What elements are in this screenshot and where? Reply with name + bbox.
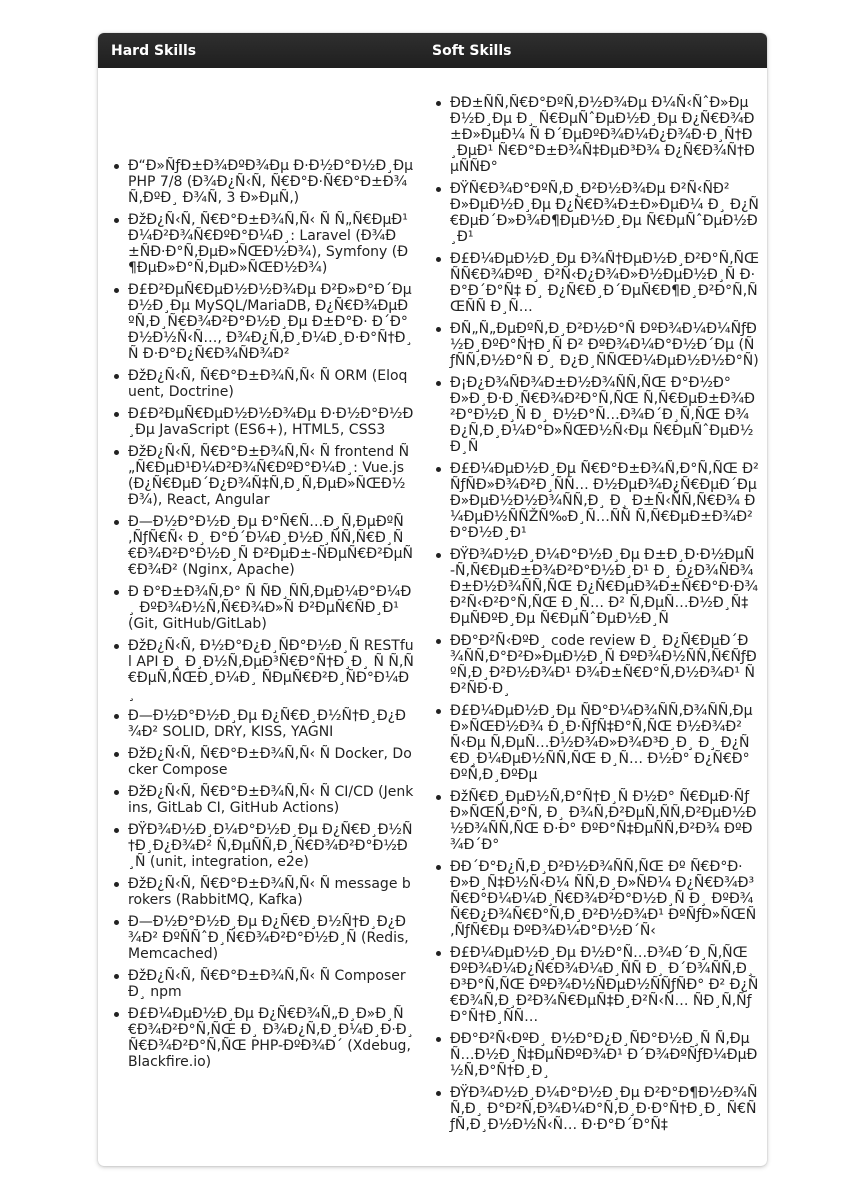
list-item: Ð—Ð½Ð°Ð½Ð¸Ðµ Ð¿Ñ€Ð¸Ð½Ñ†Ð¸Ð¿Ð¾Ð² SOLID, DRY, KISS, YAGNI [128,708,414,740]
soft-skills-cell [420,95,767,1139]
table-header-row [98,33,767,68]
list-item: ÐŸÑ€Ð¾Ð°ÐºÑ‚Ð¸Ð²Ð½Ð¾Ðµ Ð²Ñ‹ÑÐ²Ð»ÐµÐ½Ð¸Ðµ Ð¿Ñ€Ð¾Ð±Ð»ÐµÐ¼ Ð¸ Ð¿Ñ€ÐµÐ´Ð»Ð¾Ð¶ÐµÐ½Ð¸Ðµ Ñ€ÐµÑˆÐµÐ½Ð¸Ð¹ [450,181,759,245]
list-item: ÐÐ°Ð²Ñ‹ÐºÐ¸ code review Ð¸ Ð¿Ñ€ÐµÐ´Ð¾ÑÑ‚Ð°Ð²Ð»ÐµÐ½Ð¸Ñ ÐºÐ¾Ð½ÑÑ‚Ñ€ÑƒÐºÑ‚Ð¸Ð²Ð½Ð¾Ð¹ Ð¾Ð±Ñ€Ð°Ñ‚Ð½Ð¾Ð¹ ÑÐ²ÑÐ·Ð¸ [450,633,759,697]
list-item: Ð£Ð¼ÐµÐ½Ð¸Ðµ Ð¾Ñ†ÐµÐ½Ð¸Ð²Ð°Ñ‚ÑŒ ÑÑ€Ð¾ÐºÐ¸ Ð²Ñ‹Ð¿Ð¾Ð»Ð½ÐµÐ½Ð¸Ñ Ð·Ð°Ð´Ð°Ñ‡ Ð¸ Ð¿Ñ€Ð¸Ð´ÐµÑ€Ð¶Ð¸Ð²Ð°Ñ‚ÑŒÑÑ Ð¸Ñ… [450,251,759,315]
list-item: ÐŸÐ¾Ð½Ð¸Ð¼Ð°Ð½Ð¸Ðµ Ð±Ð¸Ð·Ð½ÐµÑ-Ñ‚Ñ€ÐµÐ±Ð¾Ð²Ð°Ð½Ð¸Ð¹ Ð¸ Ð¿Ð¾ÑÐ¾Ð±Ð½Ð¾ÑÑ‚ÑŒ Ð¿Ñ€ÐµÐ¾Ð±Ñ€Ð°Ð·Ð¾Ð²Ñ‹Ð²Ð°Ñ‚ÑŒ Ð¸Ñ… Ð² Ñ‚ÐµÑ…Ð½Ð¸Ñ‡ÐµÑÐºÐ¸Ðµ Ñ€ÐµÑˆÐµÐ½Ð¸Ñ [450,547,759,627]
soft-skills-header: Soft Skills [432,42,512,59]
list-item: ÐžÐ¿Ñ‹Ñ‚ Ñ€Ð°Ð±Ð¾Ñ‚Ñ‹ Ñ message brokers (RabbitMQ, Kafka) [128,876,414,908]
list-item: Ð—Ð½Ð°Ð½Ð¸Ðµ Ð¿Ñ€Ð¸Ð½Ñ†Ð¸Ð¿Ð¾Ð² ÐºÑÑˆÐ¸Ñ€Ð¾Ð²Ð°Ð½Ð¸Ñ (Redis, Memcached) [128,914,414,962]
list-item: Ð£Ð¼ÐµÐ½Ð¸Ðµ Ð½Ð°Ñ…Ð¾Ð´Ð¸Ñ‚ÑŒ ÐºÐ¾Ð¼Ð¿Ñ€Ð¾Ð¼Ð¸ÑÑ Ð¸ Ð´Ð¾ÑÑ‚Ð¸Ð³Ð°Ñ‚ÑŒ ÐºÐ¾Ð½ÑÐµÐ½ÑÑƒÑÐ° Ð² Ð¿Ñ€Ð¾Ñ‚Ð¸Ð²Ð¾Ñ€ÐµÑ‡Ð¸Ð²Ñ‹Ñ… ÑÐ¸Ñ‚ÑƒÐ°Ñ†Ð¸ÑÑ… [450,945,759,1025]
list-item: Ð“Ð»ÑƒÐ±Ð¾ÐºÐ¾Ðµ Ð·Ð½Ð°Ð½Ð¸Ðµ PHP 7/8 (Ð¾Ð¿Ñ‹Ñ‚ Ñ€Ð°Ð·Ñ€Ð°Ð±Ð¾Ñ‚ÐºÐ¸ Ð¾Ñ‚ 3 Ð»ÐµÑ‚) [128,158,414,206]
skills-table [98,33,767,1166]
hard-skills-list [128,158,414,1070]
table-body-row [98,68,767,1166]
list-item: ÐžÐ¿Ñ‹Ñ‚ Ñ€Ð°Ð±Ð¾Ñ‚Ñ‹ Ñ Docker, Docker Compose [128,746,414,778]
list-item: Ð Ð°Ð±Ð¾Ñ‚Ð° Ñ ÑÐ¸ÑÑ‚ÐµÐ¼Ð°Ð¼Ð¸ ÐºÐ¾Ð½Ñ‚Ñ€Ð¾Ð»Ñ Ð²ÐµÑ€ÑÐ¸Ð¹ (Git, GitHub/GitLab) [128,584,414,632]
list-item: Ð£Ð¼ÐµÐ½Ð¸Ðµ Ð¿Ñ€Ð¾Ñ„Ð¸Ð»Ð¸Ñ€Ð¾Ð²Ð°Ñ‚ÑŒ Ð¸ Ð¾Ð¿Ñ‚Ð¸Ð¼Ð¸Ð·Ð¸Ñ€Ð¾Ð²Ð°Ñ‚ÑŒ PHP-ÐºÐ¾Ð´ (Xdebug, Blackfire.io) [128,1006,414,1070]
list-item: ÐžÐ¿Ñ‹Ñ‚ Ð½Ð°Ð¿Ð¸ÑÐ°Ð½Ð¸Ñ RESTful API Ð¸ Ð¸Ð½Ñ‚ÐµÐ³Ñ€Ð°Ñ†Ð¸Ð¸ Ñ Ñ‚Ñ€ÐµÑ‚ÑŒÐ¸Ð¼Ð¸ ÑÐµÑ€Ð²Ð¸ÑÐ°Ð¼Ð¸ [128,638,414,702]
list-item: ÐžÑ€Ð¸ÐµÐ½Ñ‚Ð°Ñ†Ð¸Ñ Ð½Ð° Ñ€ÐµÐ·ÑƒÐ»ÑŒÑ‚Ð°Ñ‚ Ð¸ Ð¾Ñ‚Ð²ÐµÑ‚ÑÑ‚Ð²ÐµÐ½Ð½Ð¾ÑÑ‚ÑŒ Ð·Ð° ÐºÐ°Ñ‡ÐµÑÑ‚Ð²Ð¾ ÐºÐ¾Ð´Ð° [450,789,759,853]
list-item: ÐŸÐ¾Ð½Ð¸Ð¼Ð°Ð½Ð¸Ðµ Ð²Ð°Ð¶Ð½Ð¾ÑÑ‚Ð¸ Ð°Ð²Ñ‚Ð¾Ð¼Ð°Ñ‚Ð¸Ð·Ð°Ñ†Ð¸Ð¸ Ñ€ÑƒÑ‚Ð¸Ð½Ð½Ñ‹Ñ… Ð·Ð°Ð´Ð°Ñ‡ [450,1085,758,1133]
list-item: Ð¡Ð¿Ð¾ÑÐ¾Ð±Ð½Ð¾ÑÑ‚ÑŒ Ð°Ð½Ð°Ð»Ð¸Ð·Ð¸Ñ€Ð¾Ð²Ð°Ñ‚ÑŒ Ñ‚Ñ€ÐµÐ±Ð¾Ð²Ð°Ð½Ð¸Ñ Ð¸ Ð½Ð°Ñ…Ð¾Ð´Ð¸Ñ‚ÑŒ Ð¾Ð¿Ñ‚Ð¸Ð¼Ð°Ð»ÑŒÐ½Ñ‹Ðµ Ñ€ÐµÑˆÐµÐ½Ð¸Ñ [450,375,759,455]
list-item: ÐÐ°Ð²Ñ‹ÐºÐ¸ Ð½Ð°Ð¿Ð¸ÑÐ°Ð½Ð¸Ñ Ñ‚ÐµÑ…Ð½Ð¸Ñ‡ÐµÑÐºÐ¾Ð¹ Ð´Ð¾ÐºÑƒÐ¼ÐµÐ½Ñ‚Ð°Ñ†Ð¸Ð¸ [450,1031,758,1079]
list-item: Ð£Ð²ÐµÑ€ÐµÐ½Ð½Ð¾Ðµ Ð·Ð½Ð°Ð½Ð¸Ðµ JavaScript (ES6+), HTML5, CSS3 [128,406,414,438]
list-item: ÐžÐ¿Ñ‹Ñ‚ Ñ€Ð°Ð±Ð¾Ñ‚Ñ‹ Ñ Ñ„Ñ€ÐµÐ¹Ð¼Ð²Ð¾Ñ€ÐºÐ°Ð¼Ð¸: Laravel (Ð¾Ð±ÑÐ·Ð°Ñ‚ÐµÐ»ÑŒÐ½Ð¾), Symfony (Ð¶ÐµÐ»Ð°Ñ‚ÐµÐ»ÑŒÐ½Ð¾) [128,212,414,276]
list-item: ÐžÐ¿Ñ‹Ñ‚ Ñ€Ð°Ð±Ð¾Ñ‚Ñ‹ Ñ ORM (Eloquent, Doctrine) [128,368,414,400]
soft-skills-list [450,95,759,1133]
list-item: ÐÐ´Ð°Ð¿Ñ‚Ð¸Ð²Ð½Ð¾ÑÑ‚ÑŒ Ðº Ñ€Ð°Ð·Ð»Ð¸Ñ‡Ð½Ñ‹Ð¼ ÑÑ‚Ð¸Ð»ÑÐ¼ Ð¿Ñ€Ð¾Ð³Ñ€Ð°Ð¼Ð¼Ð¸Ñ€Ð¾Ð²Ð°Ð½Ð¸Ñ Ð¸ ÐºÐ¾Ñ€Ð¿Ð¾Ñ€Ð°Ñ‚Ð¸Ð²Ð½Ð¾Ð¹ ÐºÑƒÐ»ÑŒÑ‚ÑƒÑ€Ðµ ÐºÐ¾Ð¼Ð°Ð½Ð´Ñ‹ [450,859,759,939]
hard-skills-cell [98,158,420,1076]
list-item: ÐÑ„Ñ„ÐµÐºÑ‚Ð¸Ð²Ð½Ð°Ñ ÐºÐ¾Ð¼Ð¼ÑƒÐ½Ð¸ÐºÐ°Ñ†Ð¸Ñ Ð² ÐºÐ¾Ð¼Ð°Ð½Ð´Ðµ (ÑƒÑÑ‚Ð½Ð°Ñ Ð¸ Ð¿Ð¸ÑÑŒÐ¼ÐµÐ½Ð½Ð°Ñ) [450,321,759,369]
list-item: Ð£Ð¼ÐµÐ½Ð¸Ðµ Ñ€Ð°Ð±Ð¾Ñ‚Ð°Ñ‚ÑŒ Ð² ÑƒÑÐ»Ð¾Ð²Ð¸ÑÑ… Ð½ÐµÐ¾Ð¿Ñ€ÐµÐ´ÐµÐ»ÐµÐ½Ð½Ð¾ÑÑ‚Ð¸ Ð¸ Ð±Ñ‹ÑÑ‚Ñ€Ð¾ Ð¼ÐµÐ½ÑÑŽÑ‰Ð¸Ñ…ÑÑ Ñ‚Ñ€ÐµÐ±Ð¾Ð²Ð°Ð½Ð¸Ð¹ [450,461,759,541]
list-item: Ð£Ð²ÐµÑ€ÐµÐ½Ð½Ð¾Ðµ Ð²Ð»Ð°Ð´ÐµÐ½Ð¸Ðµ MySQL/MariaDB, Ð¿Ñ€Ð¾ÐµÐºÑ‚Ð¸Ñ€Ð¾Ð²Ð°Ð½Ð¸Ðµ Ð±Ð°Ð· Ð´Ð°Ð½Ð½Ñ‹Ñ…, Ð¾Ð¿Ñ‚Ð¸Ð¼Ð¸Ð·Ð°Ñ†Ð¸Ñ Ð·Ð°Ð¿Ñ€Ð¾ÑÐ¾Ð² [128,282,413,362]
list-item: ÐŸÐ¾Ð½Ð¸Ð¼Ð°Ð½Ð¸Ðµ Ð¿Ñ€Ð¸Ð½Ñ†Ð¸Ð¿Ð¾Ð² Ñ‚ÐµÑÑ‚Ð¸Ñ€Ð¾Ð²Ð°Ð½Ð¸Ñ (unit, integration, e2e) [128,822,413,870]
list-item: ÐžÐ¿Ñ‹Ñ‚ Ñ€Ð°Ð±Ð¾Ñ‚Ñ‹ Ñ frontend Ñ„Ñ€ÐµÐ¹Ð¼Ð²Ð¾Ñ€ÐºÐ°Ð¼Ð¸: Vue.js (Ð¿Ñ€ÐµÐ´Ð¿Ð¾Ñ‡Ñ‚Ð¸Ñ‚ÐµÐ»ÑŒÐ½Ð¾), React, Angular [128,444,414,508]
list-item: Ð—Ð½Ð°Ð½Ð¸Ðµ Ð°Ñ€Ñ…Ð¸Ñ‚ÐµÐºÑ‚ÑƒÑ€Ñ‹ Ð¸ Ð°Ð´Ð¼Ð¸Ð½Ð¸ÑÑ‚Ñ€Ð¸Ñ€Ð¾Ð²Ð°Ð½Ð¸Ñ Ð²ÐµÐ±-ÑÐµÑ€Ð²ÐµÑ€Ð¾Ð² (Nginx, Apache) [128,514,413,578]
list-item: Ð£Ð¼ÐµÐ½Ð¸Ðµ ÑÐ°Ð¼Ð¾ÑÑ‚Ð¾ÑÑ‚ÐµÐ»ÑŒÐ½Ð¾ Ð¸Ð·ÑƒÑ‡Ð°Ñ‚ÑŒ Ð½Ð¾Ð²Ñ‹Ðµ Ñ‚ÐµÑ…Ð½Ð¾Ð»Ð¾Ð³Ð¸Ð¸ Ð¸ Ð¿Ñ€Ð¸Ð¼ÐµÐ½ÑÑ‚ÑŒ Ð¸Ñ… Ð½Ð° Ð¿Ñ€Ð°ÐºÑ‚Ð¸ÐºÐµ [450,703,759,783]
list-item: ÐÐ±ÑÑ‚Ñ€Ð°ÐºÑ‚Ð½Ð¾Ðµ Ð¼Ñ‹ÑˆÐ»ÐµÐ½Ð¸Ðµ Ð¸ Ñ€ÐµÑˆÐµÐ½Ð¸Ðµ Ð¿Ñ€Ð¾Ð±Ð»ÐµÐ¼ Ñ Ð´ÐµÐºÐ¾Ð¼Ð¿Ð¾Ð·Ð¸Ñ†Ð¸ÐµÐ¹ Ñ€Ð°Ð±Ð¾Ñ‡ÐµÐ³Ð¾ Ð¿Ñ€Ð¾Ñ†ÐµÑÑÐ° [450,95,759,175]
list-item: ÐžÐ¿Ñ‹Ñ‚ Ñ€Ð°Ð±Ð¾Ñ‚Ñ‹ Ñ CI/CD (Jenkins, GitLab CI, GitHub Actions) [128,784,414,816]
hard-skills-header: Hard Skills [111,42,197,59]
list-item: ÐžÐ¿Ñ‹Ñ‚ Ñ€Ð°Ð±Ð¾Ñ‚Ñ‹ Ñ Composer Ð¸ npm [128,968,414,1000]
